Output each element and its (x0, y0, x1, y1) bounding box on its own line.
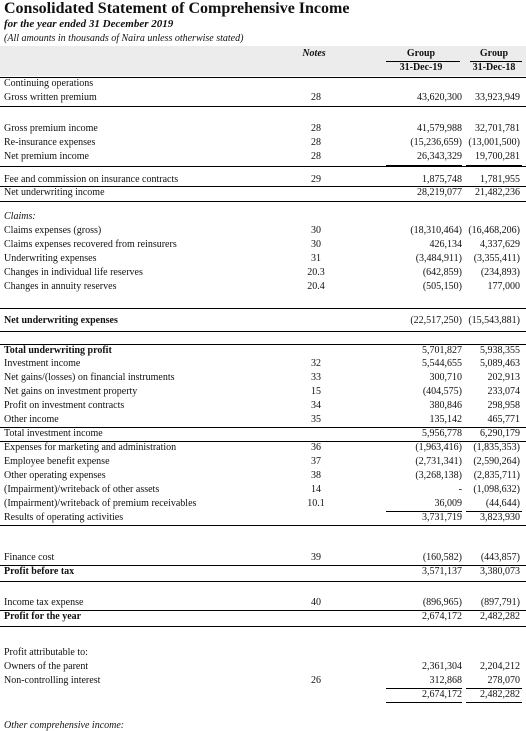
divider (0, 626, 526, 627)
row-label: Results of operating activities (4, 512, 124, 523)
row-value-2018: 2,204,212 (480, 661, 520, 672)
table-row (0, 92, 526, 103)
row-value-2018: (234,893) (480, 267, 520, 278)
header-date-2018: 31-Dec-18 (472, 62, 516, 73)
row-value-2018: 33,923,949 (475, 92, 520, 103)
table-row (0, 211, 526, 222)
table-row (0, 137, 526, 148)
row-value-2018: 1,781,955 (480, 174, 520, 185)
row-label: (Impairment)/writeback of premium receivables (4, 498, 197, 509)
row-value-2018: (3,355,411) (473, 253, 520, 264)
divider (0, 106, 526, 107)
statement-title: Consolidated Statement of Comprehensive Income (4, 0, 350, 17)
row-note: 40 (311, 597, 321, 608)
header-notes: Notes (302, 48, 326, 59)
row-value-2019: (404,575) (422, 386, 462, 397)
row-note: 28 (311, 151, 321, 162)
row-label: Other income (4, 414, 59, 425)
table-row (0, 689, 526, 700)
row-value-2018: 298,958 (487, 400, 520, 411)
row-label: Claims expenses (gross) (4, 225, 102, 236)
table-row (0, 661, 526, 672)
row-value-2019: (160,582) (422, 552, 462, 563)
row-value-2019: (3,268,138) (415, 470, 462, 481)
row-label: Expenses for marketing and administration (4, 442, 177, 453)
row-label: Income tax expense (4, 597, 84, 608)
table-row (0, 611, 526, 622)
row-value-2019: 312,868 (429, 675, 462, 686)
row-value-2018: (44,644) (485, 498, 520, 509)
currency-note: (All amounts in thousands of Naira unless otherwise stated) (4, 33, 244, 44)
divider (0, 201, 526, 202)
row-value-2018: (1,098,632) (473, 484, 520, 495)
row-label: Changes in annuity reserves (4, 281, 117, 292)
row-value-2019: 380,846 (429, 400, 462, 411)
row-value-2019: (18,310,464) (410, 225, 462, 236)
row-label: Underwriting expenses (4, 253, 97, 264)
divider (0, 525, 526, 526)
table-row (0, 239, 526, 250)
table-row (0, 78, 526, 89)
table-row (0, 386, 526, 397)
row-note: 36 (311, 442, 321, 453)
row-value-2018: (16,468,206) (468, 225, 520, 236)
row-label: Non-controlling interest (4, 675, 101, 686)
row-note: 38 (311, 470, 321, 481)
row-value-2019: 28,219,077 (417, 187, 462, 198)
row-value-2018: 465,771 (487, 414, 520, 425)
row-label: Claims expenses recovered from reinsurers (4, 239, 177, 250)
row-label: Other operating expenses (4, 470, 106, 481)
row-label: (Impairment)/writeback of other assets (4, 484, 160, 495)
divider (0, 308, 526, 309)
row-value-2018: 233,074 (487, 386, 520, 397)
row-value-2018: 5,089,463 (480, 358, 520, 369)
subtotal-rule (386, 511, 462, 512)
row-value-2019: 43,620,300 (417, 92, 462, 103)
table-row (0, 456, 526, 467)
row-value-2019: 5,956,778 (422, 428, 462, 439)
row-value-2018: 2,482,282 (480, 689, 520, 700)
table-row (0, 442, 526, 453)
subtotal-rule (386, 165, 462, 166)
table-row (0, 400, 526, 411)
row-value-2019: 26,343,329 (417, 151, 462, 162)
row-value-2018: (443,857) (480, 552, 520, 563)
row-value-2018: (2,835,711) (473, 470, 520, 481)
divider (0, 441, 526, 442)
row-value-2019: 426,134 (429, 239, 462, 250)
row-note: 15 (311, 386, 321, 397)
divider (0, 565, 526, 566)
row-value-2019: 2,674,172 (422, 611, 462, 622)
row-value-2018: (897,791) (480, 597, 520, 608)
row-value-2019: (1,963,416) (415, 442, 462, 453)
table-row (0, 552, 526, 563)
row-label: Net underwriting expenses (4, 315, 118, 326)
row-note: 29 (311, 174, 321, 185)
row-note: 34 (311, 400, 321, 411)
row-note: 28 (311, 137, 321, 148)
table-row (0, 566, 526, 577)
row-label: Gross written premium (4, 92, 97, 103)
row-value-2019: 36,009 (434, 498, 462, 509)
row-note: 35 (311, 414, 321, 425)
row-value-2019: - (458, 484, 462, 495)
row-note: 37 (311, 456, 321, 467)
table-row (0, 647, 526, 658)
row-label: Total underwriting profit (4, 345, 112, 356)
row-note: 20.3 (307, 267, 325, 278)
row-label: Continuing operations (4, 78, 94, 89)
table-row (0, 512, 526, 523)
table-row (0, 315, 526, 326)
total-rule (466, 702, 522, 703)
row-value-2019: (22,517,250) (410, 315, 462, 326)
table-row (0, 174, 526, 185)
row-note: 20.4 (307, 281, 325, 292)
row-value-2019: (3,484,911) (415, 253, 462, 264)
total-rule (386, 702, 462, 703)
row-label: Changes in individual life reserves (4, 267, 143, 278)
table-row (0, 484, 526, 495)
divider (0, 581, 526, 582)
row-value-2019: (15,236,659) (410, 137, 462, 148)
table-row (0, 358, 526, 369)
row-label: Owners of the parent (4, 661, 89, 672)
row-value-2018: 202,913 (487, 372, 520, 383)
table-row (0, 498, 526, 509)
row-label: Claims: (4, 211, 36, 222)
row-value-2018: 32,701,781 (475, 123, 520, 134)
row-value-2019: (642,859) (422, 267, 462, 278)
row-value-2019: 2,361,304 (422, 661, 462, 672)
row-value-2019: (896,965) (422, 597, 462, 608)
table-row (0, 414, 526, 425)
row-label: Total investment income (4, 428, 103, 439)
row-note: 30 (311, 225, 321, 236)
row-value-2018: 4,337,629 (480, 239, 520, 250)
row-label: Finance cost (4, 552, 55, 563)
row-label: Re-insurance expenses (4, 137, 96, 148)
subtotal-rule (466, 165, 522, 166)
row-value-2018: (13,001,500) (468, 137, 520, 148)
row-value-2018: 278,070 (487, 675, 520, 686)
row-label: Profit on investment contracts (4, 400, 125, 411)
row-note: 28 (311, 92, 321, 103)
row-note: 10.1 (307, 498, 325, 509)
row-label: Profit for the year (4, 611, 82, 622)
subtotal-rule (466, 511, 522, 512)
table-row (0, 151, 526, 162)
row-value-2018: 6,290,179 (480, 428, 520, 439)
row-value-2018: 177,000 (487, 281, 520, 292)
table-row (0, 428, 526, 439)
header-date-2019: 31-Dec-19 (399, 62, 443, 73)
row-label: Net premium income (4, 151, 89, 162)
table-row (0, 281, 526, 292)
row-value-2019: 300,710 (429, 372, 462, 383)
row-label: Investment income (4, 358, 81, 369)
divider (0, 331, 526, 332)
row-note: 30 (311, 239, 321, 250)
row-note: 39 (311, 552, 321, 563)
row-note: 28 (311, 123, 321, 134)
period-subtitle: for the year ended 31 December 2019 (4, 18, 174, 30)
row-label: Other comprehensive income: (4, 720, 125, 731)
row-note: 31 (311, 253, 321, 264)
table-row (0, 597, 526, 608)
row-value-2018: 3,823,930 (480, 512, 520, 523)
row-label: Net underwriting income (4, 187, 105, 198)
table-row (0, 372, 526, 383)
row-note: 26 (311, 675, 321, 686)
table-row (0, 123, 526, 134)
row-label: Gross premium income (4, 123, 98, 134)
subtotal-rule (386, 688, 462, 689)
row-value-2018: (15,543,881) (468, 315, 520, 326)
row-value-2019: 1,875,748 (422, 174, 462, 185)
table-row (0, 720, 526, 731)
row-value-2019: 5,544,655 (422, 358, 462, 369)
row-value-2018: 3,380,073 (480, 566, 520, 577)
row-note: 32 (311, 358, 321, 369)
row-value-2018: 2,482,282 (480, 611, 520, 622)
divider (0, 186, 526, 187)
row-value-2018: 19,700,281 (475, 151, 520, 162)
table-row (0, 675, 526, 686)
divider (0, 610, 526, 611)
subtotal-rule (466, 688, 522, 689)
row-value-2018: (1,835,353) (473, 442, 520, 453)
header-group-2018: Group (479, 48, 509, 59)
row-value-2018: (2,590,264) (473, 456, 520, 467)
row-label: Fee and commission on insurance contracts (4, 174, 179, 185)
divider (0, 427, 526, 428)
header-group-2019: Group (406, 48, 436, 59)
table-row (0, 187, 526, 198)
row-value-2019: 41,579,988 (417, 123, 462, 134)
row-value-2019: 5,701,827 (422, 345, 462, 356)
row-label: Employee benefit expense (4, 456, 110, 467)
divider (0, 344, 526, 345)
row-label: Profit before tax (4, 566, 75, 577)
row-note: 33 (311, 372, 321, 383)
row-label: Net gains on investment property (4, 386, 138, 397)
row-value-2019: 135,142 (429, 414, 462, 425)
row-value-2019: (505,150) (422, 281, 462, 292)
table-row (0, 470, 526, 481)
row-value-2019: 3,571,137 (422, 566, 462, 577)
row-value-2018: 21,482,236 (475, 187, 520, 198)
table-row (0, 267, 526, 278)
row-label: Net gains/(losses) on financial instruments (4, 372, 175, 383)
row-value-2019: 3,731,719 (422, 512, 462, 523)
row-value-2019: (2,731,341) (415, 456, 462, 467)
table-row (0, 253, 526, 264)
row-value-2018: 5,938,355 (480, 345, 520, 356)
table-row (0, 225, 526, 236)
table-row (0, 345, 526, 356)
row-note: 14 (311, 484, 321, 495)
row-value-2019: 2,674,172 (422, 689, 462, 700)
divider (0, 166, 526, 167)
row-label: Profit attributable to: (4, 647, 88, 658)
